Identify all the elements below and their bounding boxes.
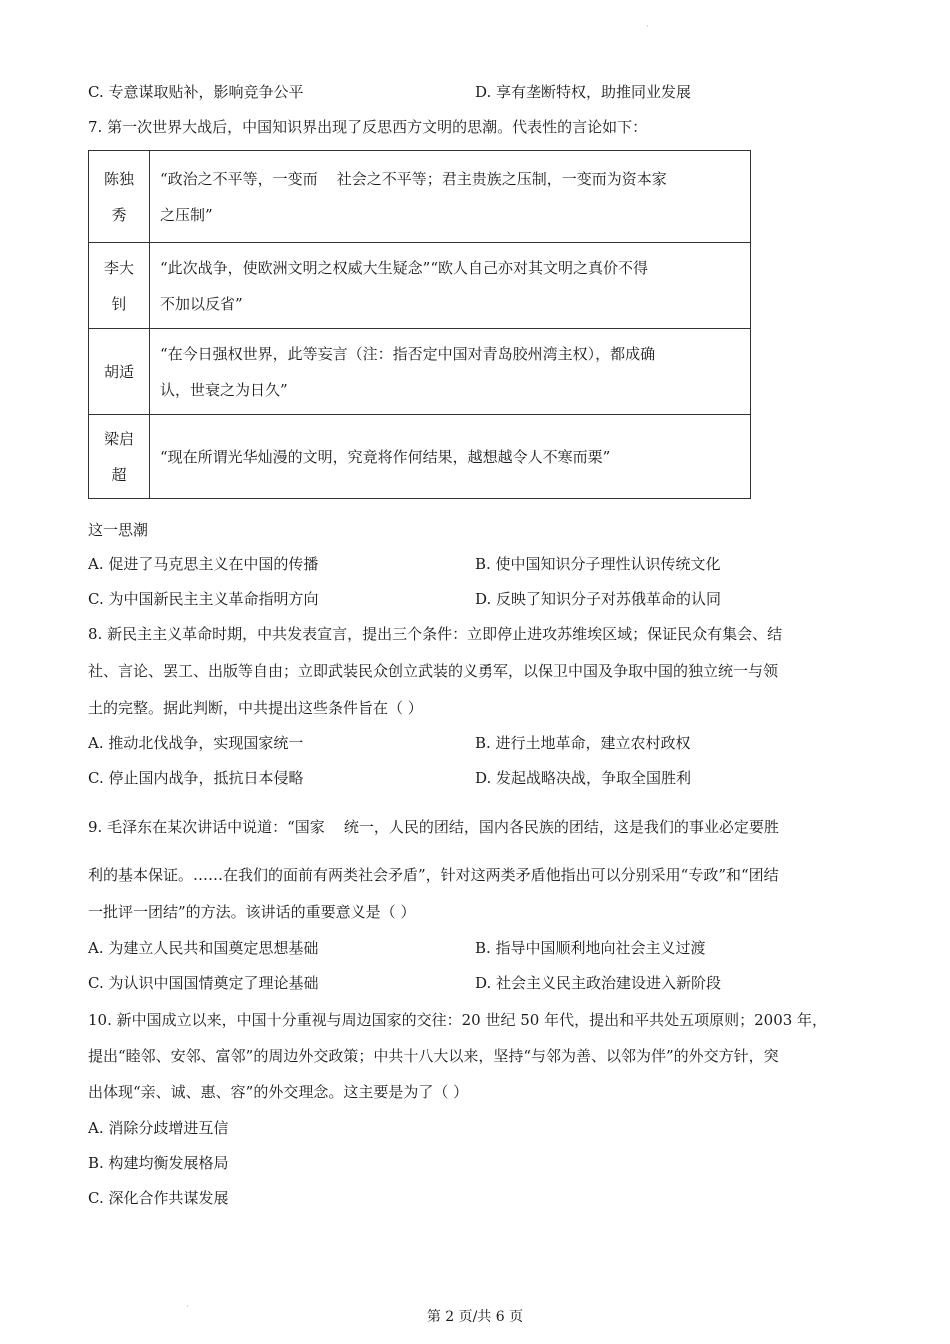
q9-stem-line1: 9. 毛泽东在某次讲话中说道：“国家 统一，人民的团结，国内各民族的团结，这是我们的事业必定要胜 (88, 818, 779, 836)
corner-mark: · (646, 22, 649, 31)
q9-option-d: D. 社会主义民主政治建设进入新阶段 (475, 974, 722, 992)
q7-option-d: D. 反映了知识分子对苏俄革命的认同 (475, 590, 722, 608)
name-line: 陈独 (103, 169, 134, 188)
q8-stem-line1: 8. 新民主主义革命时期，中共发表宣言，提出三个条件：立即停止进攻苏维埃区域；保证民众有集会、结 (88, 625, 783, 643)
quote-line: “在今日强权世界，此等妄言（注：指否定中国对青岛胶州湾主权），都成确 (160, 344, 656, 363)
name-line: 秀 (111, 205, 127, 224)
person-name (89, 415, 150, 499)
q9-option-c: C. 为认识中国国情奠定了理论基础 (88, 974, 319, 992)
q7-option-c: C. 为中国新民主主义革命指明方向 (88, 590, 319, 608)
q7-option-b: B. 使中国知识分子理性认识传统文化 (475, 555, 721, 573)
quote-cell (150, 243, 751, 329)
table-row (89, 243, 751, 329)
q9-option-a: A. 为建立人民共和国奠定思想基础 (88, 939, 319, 957)
quote-line: 之压制” (160, 205, 213, 224)
q8-option-a: A. 推动北伐战争，实现国家统一 (88, 734, 304, 752)
q9-stem-line2: 利的基本保证。……在我们的面前有两类社会矛盾”，针对这两类矛盾他指出可以分别采用“专政”和“团结 (88, 866, 779, 884)
q10-option-c: C. 深化合作共谋发展 (88, 1189, 229, 1207)
quote-line: “现在所谓光华灿漫的文明，究竟将作何结果，越想越令人不寒而栗” (160, 447, 611, 466)
name-line: 胡适 (103, 362, 134, 381)
corner-mark: · (186, 1302, 189, 1311)
q9-option-b: B. 指导中国顺利地向社会主义过渡 (475, 939, 706, 957)
person-name (89, 243, 150, 329)
quote-cell (150, 415, 751, 499)
q7-stem: 7. 第一次世界大战后，中国知识界出现了反思西方文明的思潮。代表性的言论如下： (88, 118, 648, 136)
q10-option-b: B. 构建均衡发展格局 (88, 1154, 229, 1172)
person-name (89, 329, 150, 415)
q6-option-c: C. 专意谋取贴补，影响竞争公平 (88, 83, 304, 101)
q8-option-d: D. 发起战略决战，争取全国胜利 (475, 769, 692, 787)
q8-stem-line3: 土的完整。据此判断，中共提出这些条件旨在（ ） (88, 699, 423, 717)
quote-line: 不加以反省” (160, 294, 243, 313)
q8-stem-line2: 社、言论、罢工、出版等自由；立即武装民众创立武装的义勇军，以保卫中国及争取中国的独立统一与领 (88, 662, 779, 680)
quote-line: “政治之不平等，一变而 社会之不平等；君主贵族之压制，一变而为资本家 (160, 169, 667, 188)
q7-option-a: A. 促进了马克思主义在中国的传播 (88, 555, 319, 573)
table-row (89, 151, 751, 243)
page-footer: 第 2 页/共 6 页 (426, 1309, 524, 1325)
q6-option-d: D. 享有垄断特权，助推同业发展 (475, 83, 692, 101)
table-row (89, 415, 751, 499)
q10-stem-line2: 提出“睦邻、安邻、富邻”的周边外交政策；中共十八大以来，坚持“与邻为善、以邻为伴”的外交方针，突 (88, 1047, 779, 1065)
name-line: 钊 (111, 294, 127, 313)
table-row (89, 329, 751, 415)
q8-option-b: B. 进行土地革命，建立农村政权 (475, 734, 691, 752)
quotes-table (88, 150, 751, 499)
name-line: 超 (111, 465, 127, 484)
quote-line: 认，世衰之为日久” (160, 380, 288, 399)
quote-cell (150, 329, 751, 415)
q10-stem-line1: 10. 新中国成立以来，中国十分重视与周边国家的交往：20 世纪 50 年代，提出和平共处五项原则；2003 年， (88, 1011, 828, 1029)
q9-stem-line3: 一批评一团结”的方法。该讲话的重要意义是（ ） (88, 903, 416, 921)
person-name (89, 151, 150, 243)
q10-stem-line3: 出体现“亲、诚、惠、容”的外交理念。这主要是为了（ ） (88, 1083, 469, 1101)
q10-option-a: A. 消除分歧增进互信 (88, 1119, 229, 1137)
q7-tail: 这一思潮 (88, 521, 149, 539)
name-line: 梁启 (103, 429, 134, 448)
name-line: 李大 (103, 258, 134, 277)
quote-line: “此次战争，使欧洲文明之权威大生疑念”“欧人自己亦对其文明之真价不得 (160, 258, 649, 277)
quote-cell (150, 151, 751, 243)
q8-option-c: C. 停止国内战争，抵抗日本侵略 (88, 769, 304, 787)
